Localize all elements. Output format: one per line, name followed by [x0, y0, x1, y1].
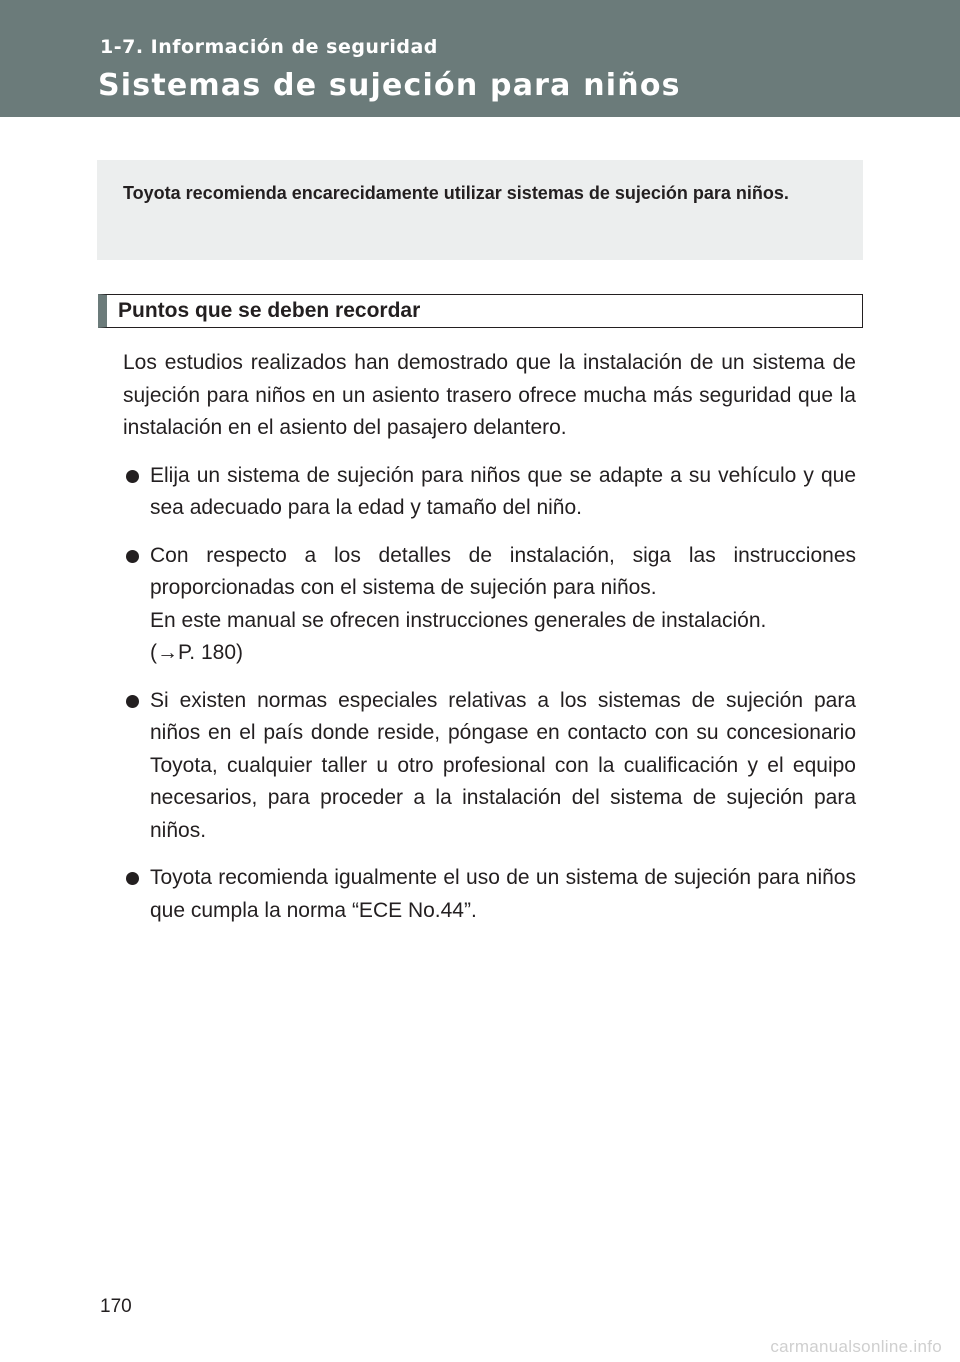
bullet-dot-icon — [126, 695, 139, 708]
bullet-dot-icon — [126, 470, 139, 483]
page-title: Sistemas de sujeción para niños — [98, 68, 681, 103]
page-reference-link[interactable]: (→P. 180) — [150, 641, 243, 664]
bullet-extra-text: En este manual se ofrecen instrucciones generales de instalación. — [150, 608, 767, 632]
bullet-item — [123, 540, 856, 670]
body-paragraph: Los estudios realizados han demostrado que la instalación de un sistema de sujeción para niños en un asiento trasero ofrece mucha más seguridad que la instalación en el asiento del pasajero delantero. — [123, 351, 856, 439]
subsection-title: Puntos que se deben recordar — [118, 299, 421, 322]
intro-text: Toyota recomienda encarecidamente utilizar sistemas de sujeción para niños. — [123, 183, 789, 203]
subsection-header — [98, 294, 863, 328]
bullet-text: Con respecto a los detalles de instalación, siga las instrucciones proporcionadas con el sistema de sujeción para niños. — [150, 543, 856, 599]
bullet-text: Toyota recomienda igualmente el uso de un sistema de sujeción para niños que cumpla la norma “ECE No.44”. — [150, 866, 856, 922]
watermark: carmanualsonline.info — [770, 1337, 942, 1356]
bullet-item — [123, 685, 856, 848]
bullet-item — [123, 862, 856, 927]
bullet-text: Si existen normas especiales relativas a los sistemas de sujeción para niños en el país donde reside, póngase en contacto con su concesionario Toyota, cualquier taller u otro profesional con la cualificación y el equipo necesarios, para proceder a la instalación del sistema de sujeción para niños. — [150, 688, 856, 842]
bullet-dot-icon — [126, 872, 139, 885]
main-content — [123, 347, 856, 942]
bullet-item — [123, 460, 856, 525]
bullet-text: Elija un sistema de sujeción para niños que se adapte a su vehículo y que sea adecuado para la edad y tamaño del niño. — [150, 463, 856, 519]
bullet-list — [123, 460, 856, 928]
intro-box — [97, 160, 863, 260]
bullet-dot-icon — [126, 550, 139, 563]
page-number: 170 — [100, 1296, 132, 1317]
section-label: 1-7. Información de seguridad — [100, 36, 438, 58]
